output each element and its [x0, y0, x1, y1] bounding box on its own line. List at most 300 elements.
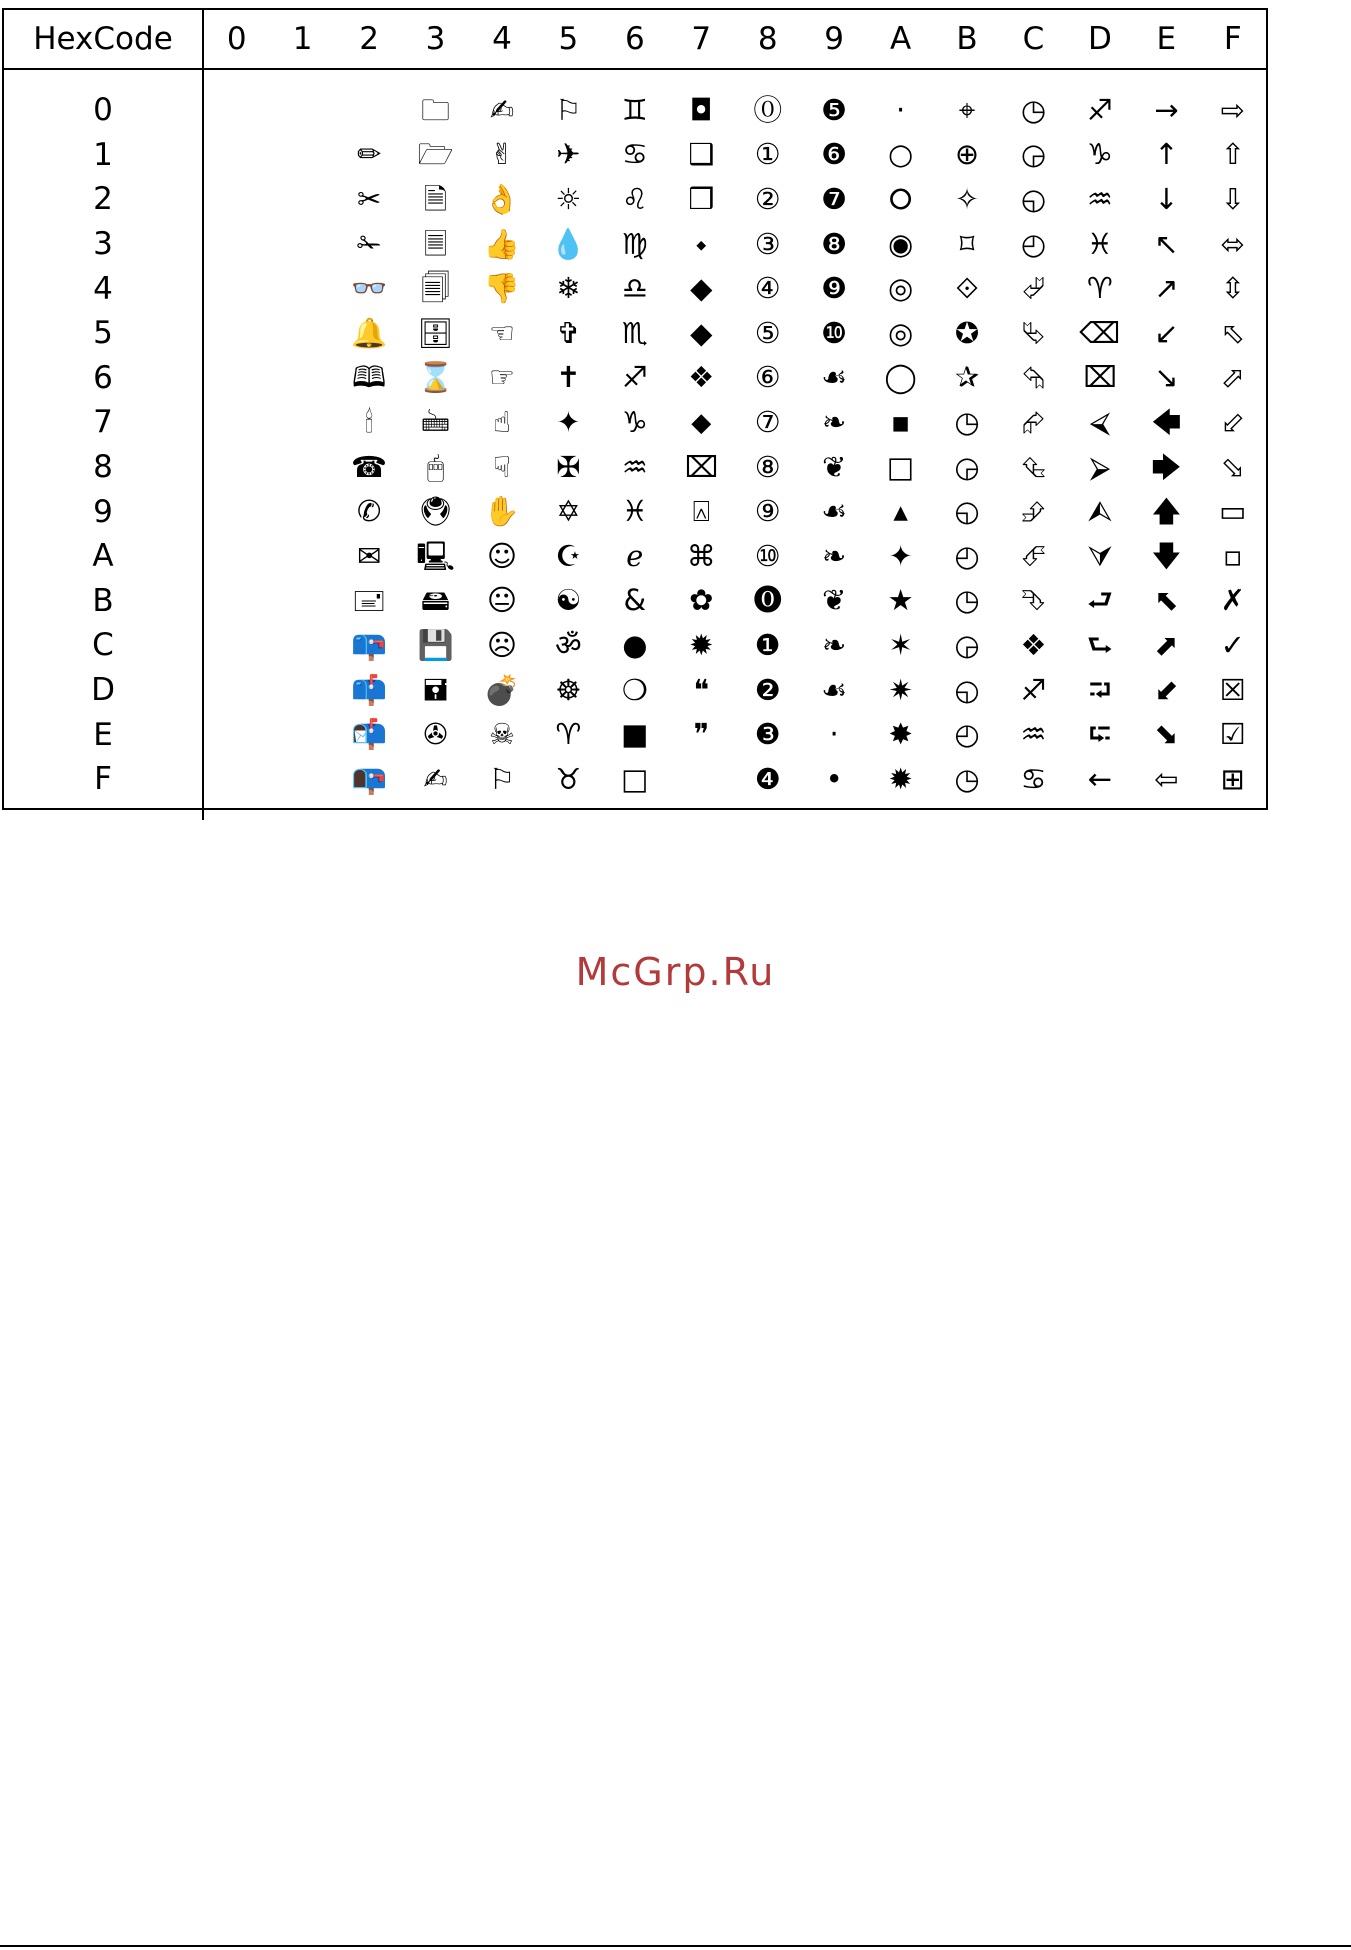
glyph-cell: ☼ [555, 181, 582, 216]
glyph-cell: ◶ [954, 627, 980, 662]
glyph-cell: ↗ [1154, 271, 1179, 306]
glyph-cell [269, 489, 335, 534]
row-label-d: D [4, 668, 203, 713]
glyph-cell [203, 177, 269, 222]
glyph-cell: ☸ [555, 672, 582, 707]
table-top-padding-row [4, 69, 1266, 88]
glyph-cell: 👍 [483, 226, 521, 261]
glyph-cell: ⟐ [955, 271, 979, 306]
glyph-cell: ▪ [890, 404, 911, 439]
glyph-cell: 🖱 [426, 449, 445, 484]
glyph-cell: 🖲 [417, 494, 454, 529]
table-row [4, 133, 1266, 178]
glyph-cell: ☙ [821, 494, 848, 529]
glyph-cell: ⑩ [754, 538, 781, 573]
glyph-cell: ◘ [689, 92, 713, 127]
column-header-9: 9 [801, 10, 867, 69]
column-header-3: 3 [402, 10, 468, 69]
glyph-cell: ❸ [754, 717, 781, 752]
glyph-cell: ⭘ [888, 181, 913, 216]
glyph-cell: ☺ [486, 538, 518, 573]
glyph-cell [269, 623, 335, 668]
glyph-cell: ⑥ [754, 360, 781, 395]
glyph-cell: 🗁 [417, 137, 454, 172]
glyph-cell: ✶ [888, 627, 913, 662]
glyph-cell: ▴ [893, 494, 908, 529]
glyph-cell: ✓ [1220, 627, 1245, 662]
glyph-cell: ☪ [555, 538, 582, 573]
table-row [4, 400, 1266, 445]
column-header-0: 0 [203, 10, 269, 69]
glyph-cell: ♌ [621, 181, 648, 216]
glyph-cell [269, 712, 335, 757]
glyph-cell: ⇳ [1220, 271, 1245, 306]
table-row [4, 712, 1266, 757]
glyph-cell [203, 356, 269, 401]
glyph-cell [203, 712, 269, 757]
row-label-2: 2 [4, 177, 203, 222]
glyph-cell: ❞ [693, 717, 710, 752]
glyph-cell: ⇦ [1154, 761, 1179, 796]
glyph-cell: ✸ [888, 717, 913, 752]
glyph-cell: ⮶ [1021, 538, 1046, 573]
glyph-cell: 👌 [483, 181, 521, 216]
glyph-cell: 🗄 [417, 315, 454, 350]
glyph-cell: & [623, 583, 647, 618]
glyph-cell: ⌘ [686, 538, 716, 573]
glyph-cell: ❄ [556, 271, 581, 306]
glyph-cell: 📫 [351, 672, 388, 707]
glyph-cell: ☙ [821, 360, 848, 395]
glyph-cell: ❽ [821, 226, 848, 261]
glyph-cell: ⬩ [696, 226, 707, 261]
glyph-cell: ↘ [1154, 360, 1179, 395]
glyph-cell: ⌧ [684, 449, 718, 484]
glyph-cell: ♒ [1086, 181, 1113, 216]
glyph-cell: 🡇 [1151, 538, 1182, 573]
table-row [4, 579, 1266, 624]
glyph-cell: ⊞ [1220, 761, 1245, 796]
glyph-cell: • [825, 761, 843, 796]
glyph-cell: ▫ [1222, 538, 1243, 573]
row-label-b: B [4, 579, 203, 624]
glyph-cell: ① [754, 137, 781, 172]
glyph-cell: ❹ [754, 761, 781, 796]
glyph-cell: ⮛ [1087, 538, 1113, 573]
glyph-cell: ← [1087, 761, 1113, 796]
glyph-cell: 🕯 [364, 404, 374, 439]
glyph-cell: ✦ [888, 538, 913, 573]
glyph-cell [203, 400, 269, 445]
glyph-cell: ✹ [888, 761, 913, 796]
glyph-cell: 🖬 [423, 672, 448, 707]
row-label-0: 0 [4, 88, 203, 133]
row-label-1: 1 [4, 133, 203, 178]
glyph-cell: 🡅 [1151, 494, 1182, 529]
glyph-cell: ⌛ [417, 360, 454, 395]
glyph-cell: ♍ [621, 226, 648, 261]
table-row [4, 489, 1266, 534]
glyph-cell: ✦ [556, 404, 581, 439]
glyph-cell: ⬋ [1154, 672, 1179, 707]
glyph-cell [203, 534, 269, 579]
glyph-cell: ⑨ [754, 494, 781, 529]
row-label-3: 3 [4, 222, 203, 267]
glyph-cell: □ [886, 449, 915, 484]
glyph-cell: 🡆 [1151, 449, 1182, 484]
glyph-cell: ③ [754, 226, 781, 261]
glyph-cell: ◎ [887, 315, 914, 350]
glyph-cell: ♓ [1086, 226, 1113, 261]
table-row [4, 445, 1266, 490]
table-row [4, 88, 1266, 133]
glyph-cell: ♐ [1086, 92, 1113, 127]
glyph-cell: ♒ [621, 449, 648, 484]
glyph-cell: ◶ [1020, 137, 1047, 172]
glyph-cell: ⑧ [754, 449, 781, 484]
glyph-cell: ☟ [493, 449, 511, 484]
glyph-cell: ♒ [1020, 717, 1047, 752]
glyph-cell: ❧ [822, 404, 847, 439]
glyph-cell: ☝ [493, 404, 511, 439]
glyph-cell: ⓿ [753, 583, 783, 618]
column-header-b: B [934, 10, 1000, 69]
table-row [4, 356, 1266, 401]
glyph-cell: ☎ [351, 449, 388, 484]
glyph-cell: ☠ [488, 717, 515, 752]
glyph-cell: ⮵ [1021, 494, 1046, 529]
glyph-cell: ⇨ [1220, 92, 1245, 127]
glyph-cell: ↙ [1154, 315, 1179, 350]
glyph-cell: ⬥ [691, 404, 712, 439]
glyph-cell: ⬀ [1220, 360, 1245, 395]
glyph-cell: ♐ [621, 360, 648, 395]
glyph-cell [668, 757, 734, 802]
glyph-cell: ❦ [822, 583, 847, 618]
glyph-cell: 🖮 [421, 404, 451, 439]
glyph-cell: 📪 [351, 627, 388, 662]
column-header-4: 4 [469, 10, 535, 69]
glyph-cell: ✋ [483, 494, 521, 529]
column-header-5: 5 [535, 10, 601, 69]
glyph-cell: ◴ [1020, 226, 1047, 261]
glyph-cell: ✠ [556, 449, 581, 484]
glyph-cell: ◶ [954, 449, 980, 484]
glyph-cell: ■ [621, 717, 649, 752]
glyph-cell: ✉ [356, 538, 382, 573]
glyph-cell [203, 623, 269, 668]
table-row [4, 177, 1266, 222]
glyph-cell: ✧ [954, 181, 980, 216]
glyph-cell: ♏ [621, 315, 648, 350]
glyph-cell [269, 757, 335, 802]
glyph-cell: ⌖ [958, 92, 976, 127]
column-header-e: E [1133, 10, 1199, 69]
table-row [4, 623, 1266, 668]
glyph-cell: ☹ [486, 627, 518, 662]
glyph-cell: ✞ [556, 315, 581, 350]
glyph-cell: ☞ [488, 360, 515, 395]
glyph-cell: ↓ [1154, 181, 1179, 216]
hexcode-corner-header: HexCode [4, 10, 203, 69]
glyph-cell: ↖ [1154, 226, 1179, 261]
glyph-cell: ✰ [954, 360, 980, 395]
glyph-cell: ⮚ [1089, 449, 1111, 484]
glyph-cell: ⇩ [1220, 181, 1245, 216]
glyph-cell: ☙ [821, 672, 848, 707]
glyph-cell: ♓ [621, 494, 648, 529]
glyph-cell: ❑ [688, 137, 715, 172]
glyph-cell: ⮰ [1021, 271, 1046, 306]
glyph-cell: ℯ [626, 538, 644, 573]
glyph-cell: ⌧ [1083, 360, 1117, 395]
glyph-cell [203, 445, 269, 490]
glyph-cell: ❷ [754, 672, 781, 707]
glyph-cell: ○ [887, 137, 914, 172]
glyph-cell: ⬊ [1154, 717, 1179, 752]
glyph-cell: ⌑ [959, 226, 975, 261]
glyph-cell: ⬂ [1220, 449, 1245, 484]
row-label-f: F [4, 757, 203, 802]
glyph-cell: ⑤ [754, 315, 781, 350]
glyph-cell: ♋ [1020, 761, 1047, 796]
glyph-cell [203, 579, 269, 624]
glyph-cell: ⮘ [1089, 404, 1111, 439]
hexcode-character-table [4, 10, 1266, 820]
glyph-cell: 🗀 [421, 92, 451, 127]
table-row [4, 668, 1266, 713]
table-bottom-padding-row [4, 802, 1266, 820]
glyph-cell: ✏ [356, 137, 382, 172]
padding-cell [4, 802, 203, 820]
padding-cell [4, 69, 203, 88]
row-label-4: 4 [4, 266, 203, 311]
glyph-cell: ❿ [821, 315, 848, 350]
glyph-cell [269, 177, 335, 222]
glyph-cell: ◯ [884, 360, 917, 395]
glyph-cell: ② [754, 181, 781, 216]
glyph-cell: ✍ [423, 761, 448, 796]
glyph-cell: ⚐ [555, 92, 582, 127]
column-header-8: 8 [735, 10, 801, 69]
glyph-cell: ❾ [821, 271, 848, 306]
glyph-cell [269, 534, 335, 579]
glyph-cell: ❦ [822, 449, 847, 484]
column-header-c: C [1000, 10, 1066, 69]
glyph-cell: 🖳 [416, 538, 455, 573]
glyph-cell [203, 222, 269, 267]
table-row [4, 534, 1266, 579]
glyph-cell: ❧ [822, 538, 847, 573]
glyph-cell: ♉ [555, 761, 582, 796]
glyph-cell: ✹ [689, 627, 714, 662]
column-header-f: F [1200, 10, 1266, 69]
glyph-cell: ♊ [621, 92, 648, 127]
column-header-6: 6 [602, 10, 668, 69]
glyph-cell: · [895, 92, 906, 127]
glyph-cell: ⮑ [1086, 627, 1113, 662]
glyph-cell: □ [621, 761, 649, 796]
glyph-cell [203, 311, 269, 356]
row-label-c: C [4, 623, 203, 668]
footer-rule [0, 1945, 1351, 1947]
glyph-cell: 🖴 [420, 583, 451, 618]
column-header-2: 2 [336, 10, 402, 69]
glyph-cell: ◴ [954, 538, 980, 573]
glyph-cell: ⮱ [1021, 315, 1046, 350]
glyph-cell: ⑦ [754, 404, 781, 439]
glyph-cell: ◷ [954, 583, 980, 618]
glyph-cell: 🡄 [1151, 404, 1182, 439]
glyph-cell: · [829, 717, 839, 752]
glyph-cell: ♋ [621, 137, 648, 172]
glyph-cell [203, 266, 269, 311]
glyph-cell: ✪ [954, 315, 980, 350]
glyph-cell [269, 311, 335, 356]
glyph-cell: ★ [887, 583, 914, 618]
glyph-cell: ◆ [690, 271, 713, 306]
glyph-cell: 💧 [550, 226, 587, 261]
column-header-a: A [867, 10, 933, 69]
glyph-cell: ↑ [1154, 137, 1179, 172]
glyph-cell: ❧ [822, 627, 847, 662]
glyph-cell: ⮒ [1088, 672, 1112, 707]
table-body [4, 69, 1266, 820]
glyph-cell: 🗎 [423, 181, 448, 216]
glyph-cell: ✿ [689, 583, 714, 618]
glyph-cell: ⮙ [1087, 494, 1113, 529]
column-header-row [4, 10, 1266, 69]
glyph-cell: ⌫ [1079, 315, 1121, 350]
glyph-cell: ♈ [1086, 271, 1113, 306]
column-header-1: 1 [269, 10, 335, 69]
glyph-cell: ✁ [356, 226, 382, 261]
glyph-cell: ● [622, 627, 648, 662]
glyph-cell: ✆ [356, 494, 382, 529]
glyph-cell: ॐ [555, 627, 582, 662]
row-label-8: 8 [4, 445, 203, 490]
glyph-cell: 📭 [351, 761, 388, 796]
glyph-cell: ⬁ [1220, 315, 1245, 350]
glyph-cell: ✍ [489, 92, 515, 127]
table-row [4, 311, 1266, 356]
glyph-cell: ❺ [821, 92, 848, 127]
glyph-cell: ☜ [488, 315, 515, 350]
glyph-cell: ◷ [954, 761, 980, 796]
glyph-cell: ⇧ [1220, 137, 1245, 172]
glyph-cell: ✇ [423, 717, 448, 752]
glyph-cell [269, 266, 335, 311]
glyph-cell: ♐ [1020, 672, 1047, 707]
glyph-cell: ✈ [556, 137, 581, 172]
glyph-cell: ❝ [693, 672, 710, 707]
glyph-cell: 👓 [351, 271, 388, 306]
glyph-cell: ⮓ [1088, 717, 1112, 752]
glyph-cell: ⓪ [753, 92, 783, 127]
row-label-6: 6 [4, 356, 203, 401]
glyph-cell: ♑ [1086, 137, 1113, 172]
glyph-cell: ❖ [688, 360, 715, 395]
glyph-cell: ❍ [621, 672, 648, 707]
glyph-cell [269, 222, 335, 267]
glyph-cell: ❖ [1020, 627, 1047, 662]
glyph-cell: ✗ [1220, 583, 1245, 618]
glyph-cell: ⍓ [692, 494, 710, 529]
glyph-cell: 🖃 [352, 583, 387, 618]
glyph-cell: ▭ [1219, 494, 1247, 529]
table-row [4, 266, 1266, 311]
glyph-cell: ◆ [690, 315, 713, 350]
glyph-cell: 🗐 [421, 271, 451, 306]
table-row [4, 757, 1266, 802]
glyph-cell: ✡ [556, 494, 581, 529]
padding-cell [203, 69, 1266, 88]
glyph-cell: ❒ [688, 181, 715, 216]
glyph-cell: ◷ [1020, 92, 1047, 127]
hexcode-character-table-frame [2, 8, 1268, 810]
glyph-cell: 💣 [483, 672, 521, 707]
glyph-cell: → [1154, 92, 1179, 127]
glyph-cell: 😐 [486, 583, 518, 618]
glyph-cell [269, 579, 335, 624]
glyph-cell: ❼ [821, 181, 848, 216]
column-header-d: D [1067, 10, 1133, 69]
glyph-cell [269, 356, 335, 401]
glyph-cell [269, 445, 335, 490]
watermark-text: McGrp.Ru [575, 950, 776, 994]
glyph-cell [203, 88, 269, 133]
glyph-cell: 🗏 [423, 226, 448, 261]
glyph-cell: ◉ [887, 226, 914, 261]
glyph-cell: ❶ [754, 627, 781, 662]
glyph-cell: ⬃ [1220, 404, 1245, 439]
glyph-cell: ☑ [1219, 717, 1246, 752]
glyph-cell: ◷ [954, 404, 980, 439]
glyph-cell [269, 400, 335, 445]
glyph-cell: 👎 [483, 271, 521, 306]
glyph-cell: 📬 [351, 717, 388, 752]
glyph-cell [203, 757, 269, 802]
glyph-cell [269, 668, 335, 713]
glyph-cell [203, 668, 269, 713]
row-label-5: 5 [4, 311, 203, 356]
glyph-cell: ◵ [1020, 181, 1047, 216]
glyph-cell: ⬄ [1220, 226, 1245, 261]
glyph-cell: ✌ [489, 137, 515, 172]
glyph-cell [269, 133, 335, 178]
glyph-cell [203, 489, 269, 534]
glyph-cell: ⮳ [1021, 404, 1046, 439]
glyph-cell: ♎ [621, 271, 648, 306]
table-row [4, 222, 1266, 267]
glyph-cell: ◵ [954, 672, 980, 707]
glyph-cell: ☯ [555, 583, 582, 618]
glyph-cell: ◴ [954, 717, 980, 752]
glyph-cell: ◎ [887, 271, 914, 306]
glyph-cell: ⚐ [488, 761, 515, 796]
glyph-cell: 🔔 [351, 315, 388, 350]
glyph-cell: ⮲ [1021, 360, 1046, 395]
glyph-cell: ⮷ [1021, 583, 1046, 618]
glyph-cell: ◵ [954, 494, 980, 529]
glyph-cell: ❻ [821, 137, 848, 172]
glyph-cell [203, 133, 269, 178]
glyph-cell: ④ [754, 271, 781, 306]
glyph-cell: ⬉ [1154, 583, 1179, 618]
row-label-e: E [4, 712, 203, 757]
glyph-cell: ⮐ [1086, 583, 1113, 618]
glyph-cell: ♈ [555, 717, 582, 752]
